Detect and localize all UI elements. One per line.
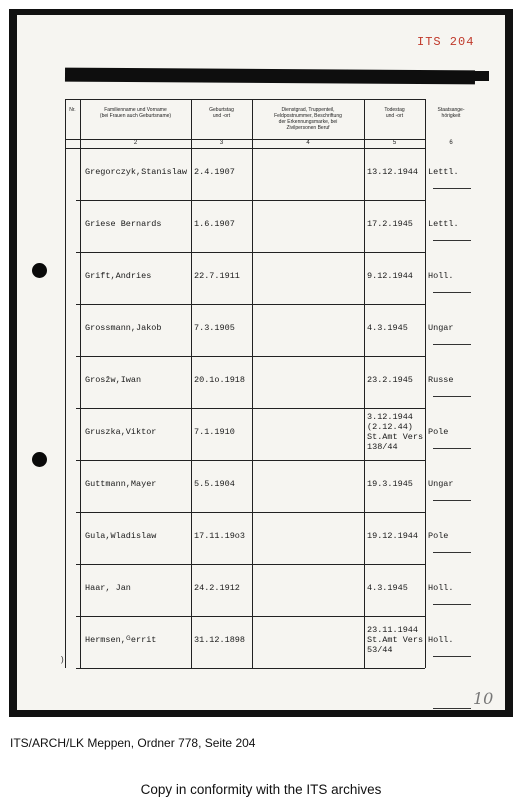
row-divider <box>76 356 425 357</box>
nationality-underline <box>433 656 471 657</box>
nationality-underline <box>433 344 471 345</box>
cell-nat: Pole <box>428 427 449 437</box>
column-header: Familienname und Vorname (bei Frauen auch Geburtsname) <box>99 107 172 119</box>
punch-hole-top <box>32 263 47 278</box>
cell-death: 19.12.1944 <box>367 531 419 541</box>
cell-birth: 20.1o.1918 <box>194 375 246 385</box>
column-number: 5 <box>392 140 397 146</box>
cell-name: Grossmann,Jakob <box>85 323 162 333</box>
column-header: Staatsange- hörigkeit <box>437 107 465 119</box>
cell-name: Haar, Jan <box>85 583 131 593</box>
cell-death: 19.3.1945 <box>367 479 413 489</box>
cell-birth: 7.1.1910 <box>194 427 235 437</box>
nationality-underline <box>433 500 471 501</box>
column-number: 2 <box>133 140 138 146</box>
column-divider <box>65 99 66 668</box>
nationality-underline <box>433 552 471 553</box>
cell-birth: 7.3.1905 <box>194 323 235 333</box>
cell-death: 23.2.1945 <box>367 375 413 385</box>
column-divider <box>252 99 253 668</box>
nationality-underline <box>433 240 471 241</box>
cell-nat: Pole <box>428 531 449 541</box>
cell-nat: Russe <box>428 375 454 385</box>
archive-stamp: ITS 204 <box>417 35 475 49</box>
column-divider <box>191 99 192 668</box>
column-number: 4 <box>306 140 310 146</box>
cell-nat: Lettl. <box>428 219 459 229</box>
row-divider <box>76 408 425 409</box>
column-divider <box>425 99 426 668</box>
redaction-bar-right <box>437 71 489 81</box>
cell-nat: Ungar <box>428 323 454 333</box>
redaction-bar <box>65 68 475 85</box>
nationality-underline <box>433 396 471 397</box>
cell-nat: Lettl. <box>428 167 459 177</box>
cell-birth: 5.5.1904 <box>194 479 235 489</box>
cell-nat: Holl. <box>428 271 454 281</box>
cell-birth: 17.11.19o3 <box>194 531 246 541</box>
header-top-rule <box>65 99 425 100</box>
cell-nat: Ungar <box>428 479 454 489</box>
cell-death: 13.12.1944 <box>367 167 419 177</box>
column-header: Geburtstag und -ort <box>209 107 234 119</box>
cell-birth: 22.7.1911 <box>194 271 240 281</box>
column-header: Dienstgrad, Truppenteil, Feldpostnummer, Beschriftung der Erkennungsmarke, bei Zivilpersonen Beruf <box>274 107 342 131</box>
column-divider <box>364 99 365 668</box>
cell-name: Guttmann,Mayer <box>85 479 157 489</box>
row-divider <box>76 564 425 565</box>
cell-name: Griese Bernards <box>85 219 162 229</box>
cell-death: 3.12.1944 (2.12.44) St.Amt Vers 138/44 <box>367 412 424 452</box>
row-divider <box>76 616 425 617</box>
column-number: 6 <box>449 140 453 146</box>
pencil-page-number: 10 <box>473 689 494 708</box>
cell-nat: Holl. <box>428 583 454 593</box>
cell-name: Grift,Andries <box>85 271 152 281</box>
cell-nat: Holl. <box>428 635 454 645</box>
punch-hole-bottom <box>32 452 47 467</box>
cell-birth: 2.4.1907 <box>194 167 235 177</box>
nationality-underline <box>433 604 471 605</box>
document-page <box>17 15 505 710</box>
archive-reference: ITS/ARCH/LK Meppen, Ordner 778, Seite 204 <box>10 736 256 750</box>
cell-birth: 24.2.1912 <box>194 583 240 593</box>
row-divider <box>76 668 425 669</box>
column-number-rule <box>65 148 425 149</box>
cell-name: Hermsen,ᴳerrit <box>85 635 157 645</box>
cell-name: Gregorczyk,Stanislaw <box>85 167 188 177</box>
column-divider <box>80 99 81 668</box>
row-divider <box>76 252 425 253</box>
nationality-underline <box>433 292 471 293</box>
conformity-note: Copy in conformity with the ITS archives <box>140 782 382 797</box>
cell-death: 17.2.1945 <box>367 219 413 229</box>
row-divider <box>76 512 425 513</box>
margin-mark: ) <box>61 655 64 664</box>
scanned-document <box>9 9 513 717</box>
cell-name: Grosžw,Iwan <box>85 375 142 385</box>
column-header: Nr. <box>69 107 76 113</box>
nationality-underline <box>433 448 471 449</box>
nationality-underline <box>433 188 471 189</box>
row-divider <box>76 460 425 461</box>
cell-birth: 1.6.1907 <box>194 219 235 229</box>
cell-death: 4.3.1945 <box>367 323 408 333</box>
cell-death: 4.3.1945 <box>367 583 408 593</box>
cell-name: Gula,Wladislaw <box>85 531 157 541</box>
cell-birth: 31.12.1898 <box>194 635 246 645</box>
row-divider <box>76 304 425 305</box>
row-divider <box>76 200 425 201</box>
column-header: Todestag und -ort <box>384 107 405 119</box>
cell-name: Gruszka,Viktor <box>85 427 157 437</box>
cell-death: 9.12.1944 <box>367 271 413 281</box>
cell-death: 23.11.1944 St.Amt Vers 53/44 <box>367 625 424 655</box>
nationality-underline <box>433 708 471 709</box>
column-number: 3 <box>219 140 224 146</box>
